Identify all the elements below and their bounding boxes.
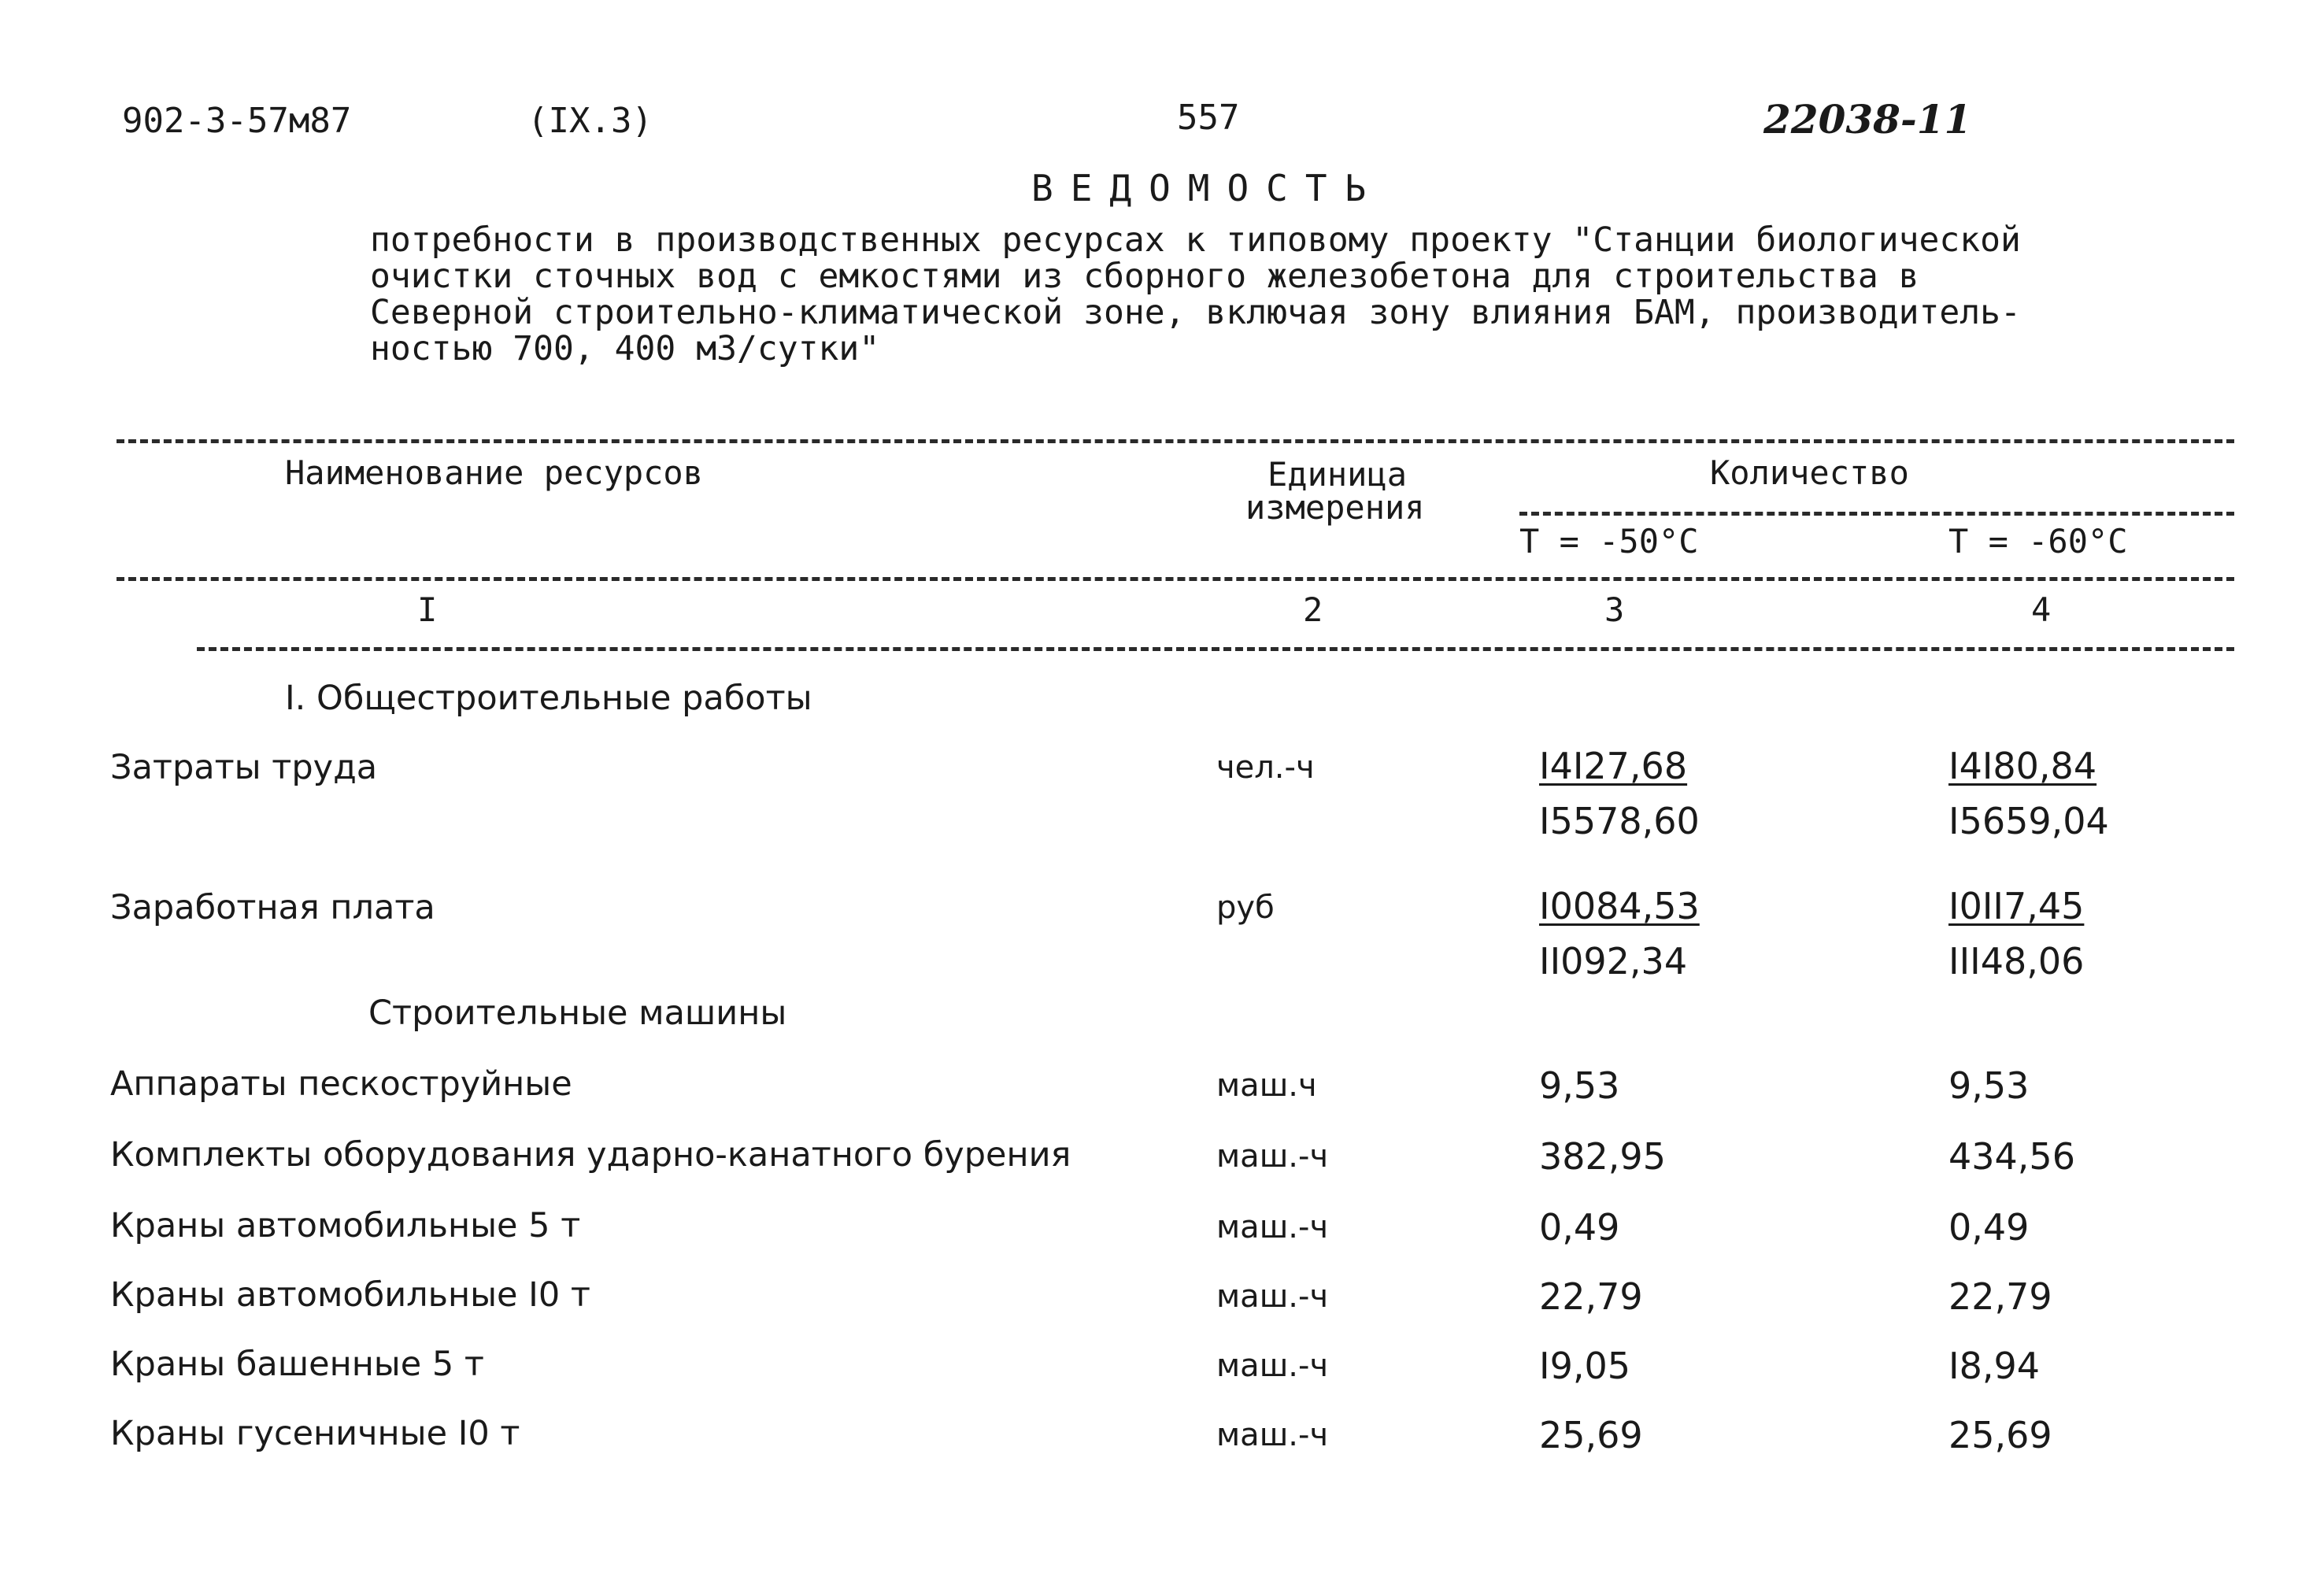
table-row-value-t50: 382,95 bbox=[1539, 1135, 1666, 1178]
document-title: ВЕДОМОСТЬ bbox=[1031, 167, 1384, 209]
table-row-value-t60: 25,69 bbox=[1948, 1414, 2052, 1456]
row-unit: руб bbox=[1216, 890, 1275, 926]
row-name: Заработная плата bbox=[110, 888, 435, 927]
table-row-unit: маш.-ч bbox=[1216, 1138, 1329, 1175]
intro-line: очистки сточных вод с емкостями из сборного железобетона для строительства в bbox=[370, 257, 1919, 296]
table-row-value-t50: I9,05 bbox=[1539, 1345, 1630, 1387]
section-code: (IX.3) bbox=[527, 101, 653, 141]
col-number-3: 3 bbox=[1604, 590, 1625, 629]
table-row-value-t50: 25,69 bbox=[1539, 1414, 1643, 1456]
table-row-name: Аппараты пескоструйные bbox=[110, 1064, 572, 1104]
numbers-bottom-rule bbox=[197, 647, 2234, 651]
value-denominator: I5578,60 bbox=[1539, 800, 1700, 842]
value-denominator: III48,06 bbox=[1948, 940, 2085, 982]
table-row-unit: маш.-ч bbox=[1216, 1209, 1329, 1245]
col-header-unit-line2: измерения bbox=[1245, 488, 1425, 527]
value-denominator: II092,34 bbox=[1539, 940, 1688, 982]
col-header-name: Наименование ресурсов bbox=[285, 453, 704, 492]
header-bottom-rule bbox=[117, 577, 2234, 581]
intro-paragraph bbox=[370, 222, 2181, 367]
quantity-sub-rule bbox=[1519, 512, 2234, 516]
album-number: 22038-11 bbox=[1763, 96, 1972, 142]
value-numerator: I0084,53 bbox=[1539, 885, 1700, 927]
col-header-t50: Т = -50°С bbox=[1519, 522, 1699, 561]
col-number-2: 2 bbox=[1303, 590, 1323, 629]
intro-line: Северной строительно-климатической зоне, включая зону влияния БАМ, производитель- bbox=[370, 293, 2021, 332]
document-code: 902-3-57м87 bbox=[122, 101, 352, 141]
col-header-t60: Т = -60°С bbox=[1948, 522, 2128, 561]
table-row-unit: маш.ч bbox=[1216, 1068, 1317, 1104]
table-row-name: Краны автомобильные I0 т bbox=[110, 1275, 590, 1315]
table-row-value-t50: 9,53 bbox=[1539, 1064, 1620, 1107]
col-number-4: 4 bbox=[2031, 590, 2052, 629]
table-row-unit: маш.-ч bbox=[1216, 1348, 1329, 1384]
table-row-unit: маш.-ч bbox=[1216, 1278, 1329, 1315]
section-heading: I. Общестроительные работы bbox=[285, 679, 812, 718]
table-row-name: Краны автомобильные 5 т bbox=[110, 1206, 581, 1245]
table-row-value-t60: 0,49 bbox=[1948, 1206, 2030, 1249]
table-row-value-t50: 22,79 bbox=[1539, 1275, 1643, 1318]
table-row-value-t60: 434,56 bbox=[1948, 1135, 2075, 1178]
value-numerator: I4I80,84 bbox=[1948, 745, 2097, 787]
table-row-value-t50: 0,49 bbox=[1539, 1206, 1620, 1249]
table-row-name: Комплекты оборудования ударно-канатного бурения bbox=[110, 1135, 1071, 1175]
table-row-value-t60: I8,94 bbox=[1948, 1345, 2040, 1387]
row-name: Затраты труда bbox=[110, 748, 378, 787]
subsection-heading: Строительные машины bbox=[368, 994, 787, 1033]
row-unit: чел.-ч bbox=[1216, 749, 1315, 786]
intro-line: потребности в производственных ресурсах к типовому проекту "Станции биологической bbox=[370, 220, 2021, 260]
col-header-unit-line1: Единица bbox=[1267, 455, 1408, 494]
col-header-quantity: Количество bbox=[1710, 453, 1909, 492]
value-numerator: I0II7,45 bbox=[1948, 885, 2085, 927]
col-number-1: I bbox=[417, 590, 438, 629]
table-top-rule bbox=[117, 439, 2234, 443]
value-numerator: I4I27,68 bbox=[1539, 745, 1688, 787]
value-denominator: I5659,04 bbox=[1948, 800, 2109, 842]
table-row-name: Краны гусеничные I0 т bbox=[110, 1414, 520, 1453]
table-row-value-t60: 22,79 bbox=[1948, 1275, 2052, 1318]
intro-line: ностью 700, 400 м3/сутки" bbox=[370, 329, 880, 368]
page-number: 557 bbox=[1177, 98, 1240, 138]
table-row-value-t60: 9,53 bbox=[1948, 1064, 2030, 1107]
table-row-unit: маш.-ч bbox=[1216, 1417, 1329, 1453]
table-row-name: Краны башенные 5 т bbox=[110, 1345, 484, 1384]
